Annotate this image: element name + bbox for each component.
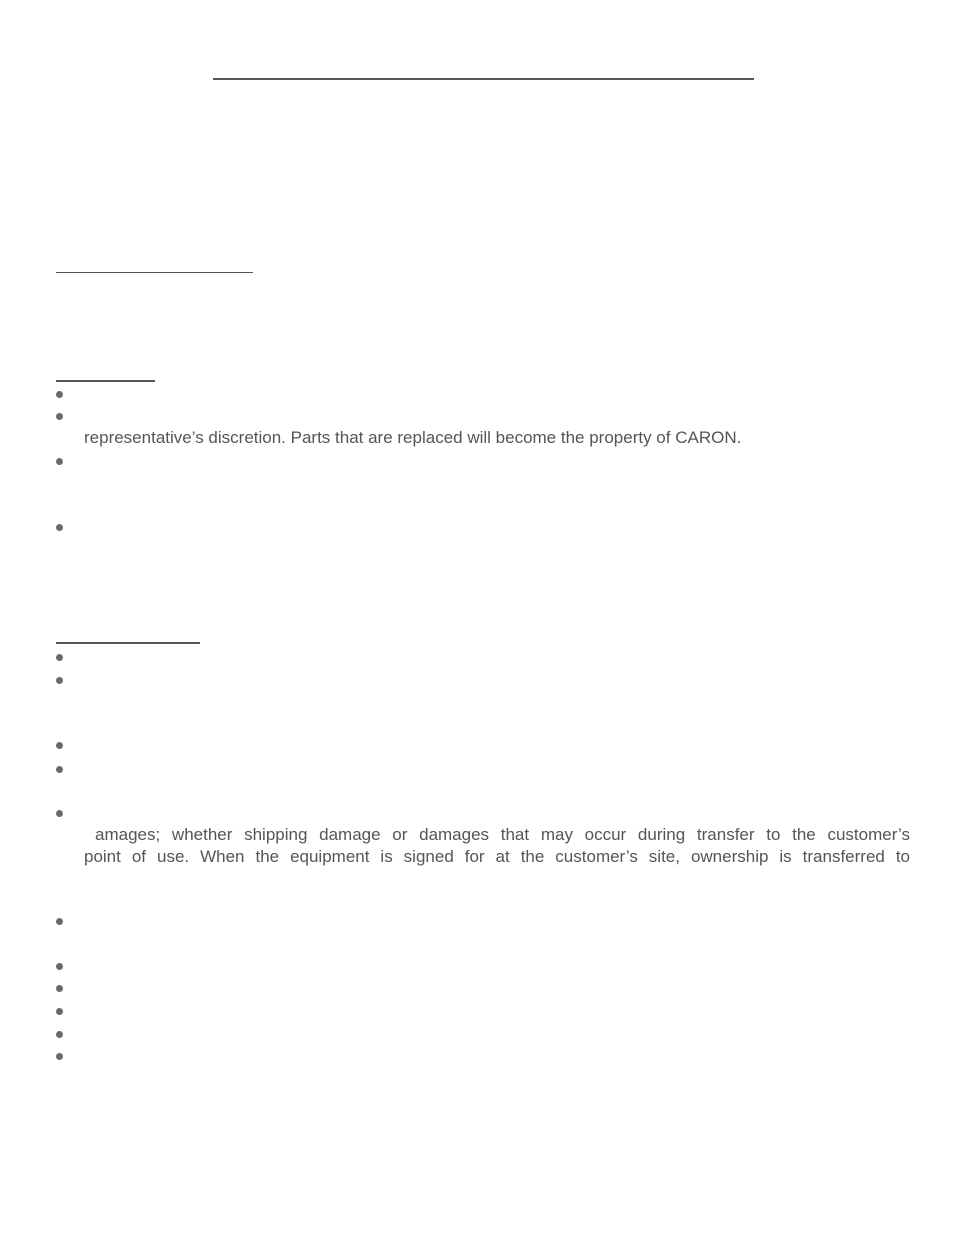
list-bullet	[56, 413, 63, 420]
list-bullet	[56, 458, 63, 465]
exclusions-heading-underline	[56, 642, 200, 644]
list-bullet	[56, 677, 63, 684]
list-bullet	[56, 391, 63, 398]
list-bullet	[56, 1053, 63, 1060]
list-bullet	[56, 985, 63, 992]
section-heading-underline	[56, 272, 253, 273]
list-bullet	[56, 1031, 63, 1038]
list-bullet	[56, 742, 63, 749]
shipping-text-line: amages; whether shipping damage or damages that may occur during transfer to the customer’s	[95, 825, 910, 844]
warranty-text-line: representative’s discretion. Parts that are replaced will become the property of CARON.	[84, 428, 742, 447]
list-bullet	[56, 810, 63, 817]
title-underline	[213, 78, 754, 80]
list-bullet	[56, 524, 63, 531]
shipping-text-line: point of use. When the equipment is signed for at the customer’s site, ownership is transferred to	[84, 847, 910, 866]
list-bullet	[56, 963, 63, 970]
list-bullet	[56, 654, 63, 661]
list-bullet	[56, 766, 63, 773]
warranty-heading-underline	[56, 380, 155, 382]
list-bullet	[56, 918, 63, 925]
list-bullet	[56, 1008, 63, 1015]
